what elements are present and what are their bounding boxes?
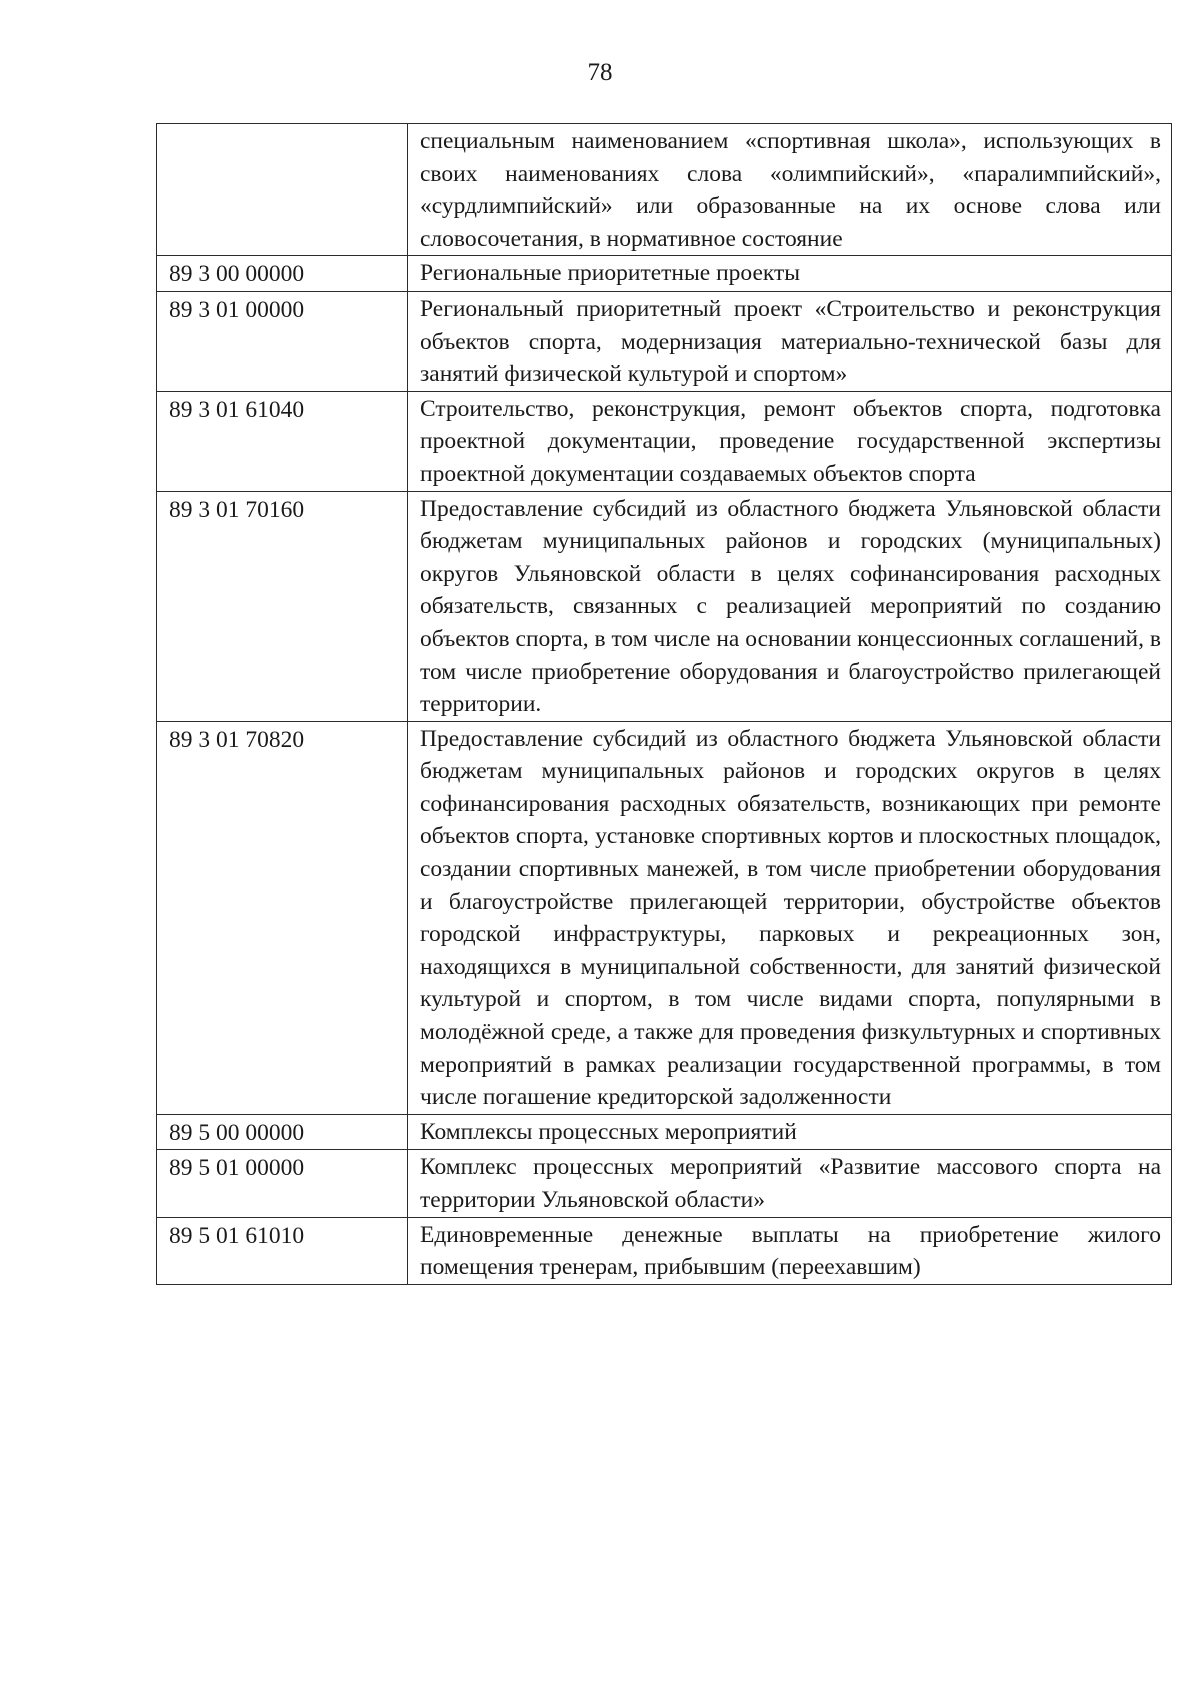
row-name: Предоставление субсидий из областного бюджета Ульяновской области бюджетам муниципальных районов и городских (муниципальных) округов Ульяновской области в целях софинансирования расходных обязательств, связанных с реализацией мероприятий по созданию объектов спорта, в том числе на основании концессионных соглашений, в том числе приобретение оборудования и благоустройство прилегающей территории. — [408, 491, 1172, 721]
row-code: 89 5 01 61010 — [157, 1217, 408, 1284]
row-name: Предоставление субсидий из областного бюджета Ульяновской области бюджетам муниципальных районов и городских округов в целях софинансирования расходных обязательств, возникающих при ремонте объектов спорта, установке спортивных кортов и плоскостных площадок, создании спортивных манежей, в том числе приобретении оборудования и благоустройстве прилегающей территории, обустройстве объектов городской инфраструктуры, парковых и рекреационных зон, находящихся в муниципальной собственности, для занятий физической культурой и спортом, в том числе видами спорта, популярными в молодёжной среде, а также для проведения физкультурных и спортивных мероприятий в рамках реализации государственной программы, в том числе погашение кредиторской задолженности — [408, 721, 1172, 1114]
row-name: Комплексы процессных мероприятий — [408, 1114, 1172, 1150]
table-row — [157, 1114, 1172, 1150]
row-name: Единовременные денежные выплаты на приобретение жилого помещения тренерам, прибывшим (переехавшим) — [408, 1217, 1172, 1284]
row-name: Комплекс процессных мероприятий «Развитие массового спорта на территории Ульяновской области» — [408, 1150, 1172, 1217]
row-code — [157, 124, 408, 256]
row-name: специальным наименованием «спортивная школа», использующих в своих наименованиях слова «олимпийский», «паралимпийский», «сурдлимпийский» или образованные на их основе слова или словосочетания, в нормативное состояние — [408, 124, 1172, 256]
row-code: 89 3 00 00000 — [157, 256, 408, 292]
row-name: Строительство, реконструкция, ремонт объектов спорта, подготовка проектной документации, проведение государственной экспертизы проектной документации создаваемых объектов спорта — [408, 391, 1172, 491]
row-code: 89 3 01 70160 — [157, 491, 408, 721]
table-row — [157, 721, 1172, 1114]
table-row — [157, 1217, 1172, 1284]
budget-classification-table — [156, 123, 1172, 1285]
row-code: 89 3 01 61040 — [157, 391, 408, 491]
table-row — [157, 491, 1172, 721]
table-row — [157, 391, 1172, 491]
row-code: 89 3 01 70820 — [157, 721, 408, 1114]
table-row — [157, 256, 1172, 292]
row-code: 89 5 00 00000 — [157, 1114, 408, 1150]
table-row — [157, 124, 1172, 256]
row-code: 89 3 01 00000 — [157, 291, 408, 391]
row-name: Региональные приоритетные проекты — [408, 256, 1172, 292]
table-row — [157, 291, 1172, 391]
table-row — [157, 1150, 1172, 1217]
page-number: 78 — [587, 59, 613, 86]
row-name: Региональный приоритетный проект «Строительство и реконструкция объектов спорта, модернизация материально-технической базы для занятий физической культурой и спортом» — [408, 291, 1172, 391]
row-code: 89 5 01 00000 — [157, 1150, 408, 1217]
